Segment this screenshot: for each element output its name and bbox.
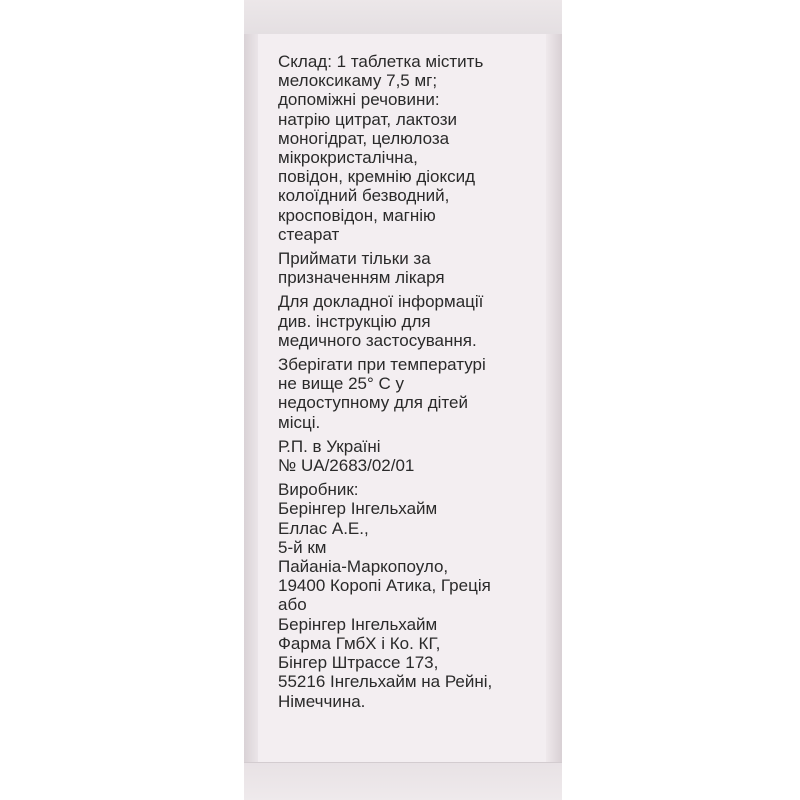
composition-line: колоїдний безводний, (278, 186, 450, 206)
storage-note (278, 355, 542, 432)
info-line: див. інструкцію для (278, 311, 431, 331)
composition-line: допоміжні речовини: (278, 90, 440, 110)
storage-line: місці. (278, 412, 321, 432)
composition-line: Склад: 1 таблетка містить (278, 52, 484, 71)
manufacturer-line: Еллас А.Е., (278, 518, 369, 538)
composition-line: повідон, кремнію діоксид (278, 167, 476, 187)
registration-number: № UA/2683/02/01 (278, 456, 415, 476)
composition-line: кросповідон, магнію (278, 205, 436, 225)
box-bottom-flap (244, 762, 562, 800)
composition-line: моногідрат, целюлоза (278, 128, 450, 148)
manufacturer-line: 19400 Коропі Атика, Греція (278, 576, 491, 596)
storage-line: недоступному для дітей (278, 393, 468, 413)
prescription-line: Приймати тільки за (278, 249, 431, 269)
composition-block (278, 52, 542, 244)
manufacturer-line: Пайаніа-Маркопоуло, (278, 557, 449, 577)
box-left-edge (244, 34, 258, 762)
manufacturer-line: Берінгер Інгельхайм (278, 614, 438, 634)
manufacturer-line: 5-й км (278, 537, 327, 557)
box-right-edge (546, 34, 562, 762)
prescription-line: призначенням лікаря (278, 268, 445, 288)
manufacturer-line: Берінгер Інгельхайм (278, 499, 438, 519)
registration-block (278, 437, 542, 475)
manufacturer-line: Виробник: (278, 480, 359, 500)
manufacturer-line: Фарма ГмбХ і Ко. КГ, (278, 633, 441, 653)
manufacturer-line: Німеччина. (278, 691, 366, 711)
box-top-flap (244, 0, 562, 35)
manufacturer-line: 55216 Інгельхайм на Рейні, (278, 672, 493, 692)
info-line: Для докладної інформації (278, 292, 484, 312)
manufacturer-line: або (278, 595, 307, 615)
prescription-note (278, 249, 542, 287)
label-text (278, 52, 542, 716)
composition-line: мелоксикаму 7,5 мг; (278, 71, 438, 91)
composition-line: натрію цитрат, лактози (278, 109, 458, 129)
composition-line: мікрокристалічна, (278, 148, 418, 168)
info-line: медичного застосування. (278, 330, 477, 350)
manufacturer-line: Бінгер Штрассе 173, (278, 653, 439, 673)
composition-line: стеарат (278, 224, 340, 244)
storage-line: не вище 25° С у (278, 374, 404, 394)
info-note (278, 292, 542, 350)
registration-line: Р.П. в Україні (278, 436, 381, 456)
manufacturer-block (278, 480, 542, 710)
storage-line: Зберігати при температурі (278, 355, 486, 375)
